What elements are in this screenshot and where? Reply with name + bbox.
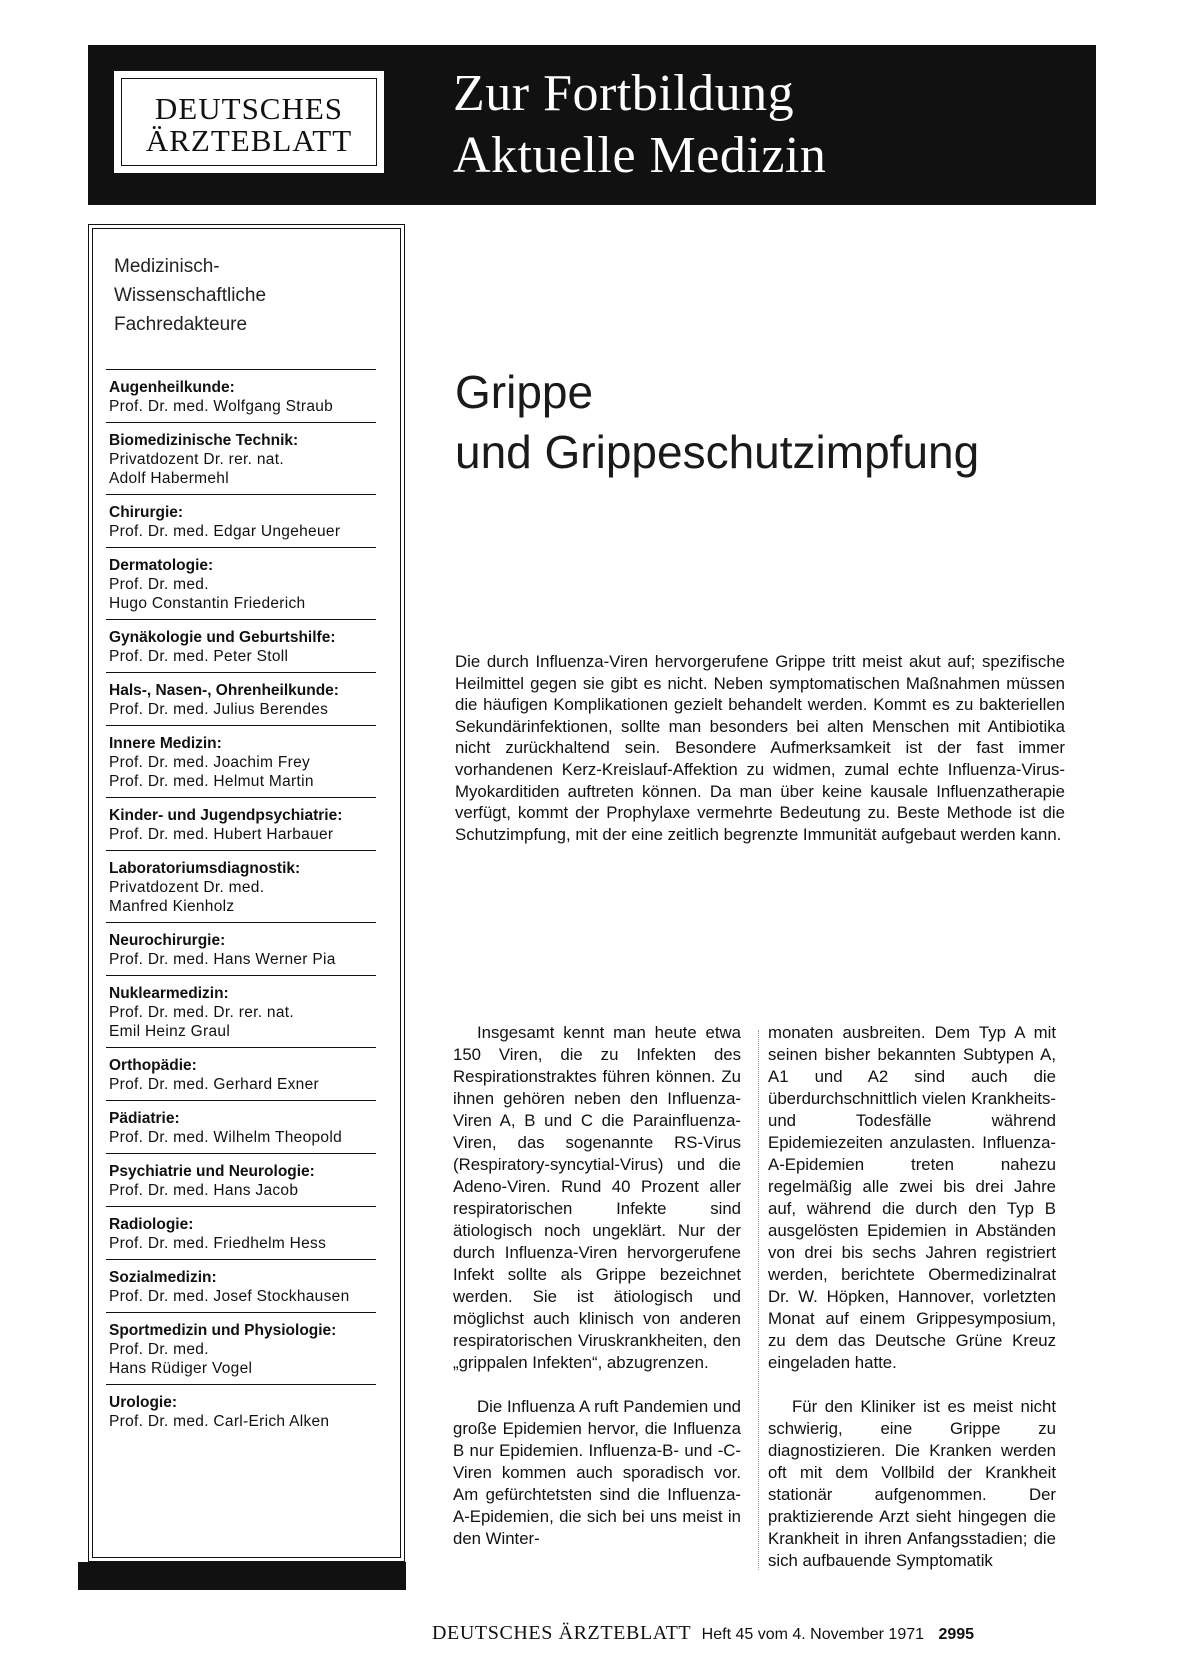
editor-name: Privatdozent Dr. med. bbox=[109, 879, 265, 896]
logo-line-2: ÄRZTEBLATT bbox=[145, 123, 353, 158]
editor-field: Biomedizinische Technik: bbox=[109, 432, 299, 449]
editor-field: Sozialmedizin: bbox=[109, 1269, 217, 1286]
journal-logo bbox=[114, 71, 384, 173]
column-divider bbox=[758, 1030, 759, 1570]
editor-entry bbox=[106, 725, 376, 797]
editor-field: Neurochirurgie: bbox=[109, 932, 226, 949]
editor-entry bbox=[106, 672, 376, 725]
editor-name: Prof. Dr. med. Wilhelm Theopold bbox=[109, 1129, 342, 1146]
editor-entry bbox=[106, 922, 376, 975]
footer-issue: Heft 45 vom 4. November 1971 bbox=[701, 1626, 925, 1643]
editor-field: Radiologie: bbox=[109, 1216, 194, 1233]
sidebar-heading-line: Wissenschaftliche bbox=[114, 285, 267, 306]
editor-field: Chirurgie: bbox=[109, 504, 184, 521]
footer-brand: DEUTSCHES ÄRZTEBLATT bbox=[432, 1622, 692, 1644]
article-column-2 bbox=[768, 1022, 1056, 1572]
editor-name: Adolf Habermehl bbox=[109, 470, 229, 487]
paragraph: monaten ausbreiten. Dem Typ A mit seinen bisher bekannten Subtypen A, A1 und A2 sind auch die überdurchschnittlich vielen Krankheits- und Todesfälle während Epidemiezeiten anzulasten. Influenza-A-Epidemien treten nahezu regelmäßig alle zwei bis drei Jahre auf, während die durch den Typ B ausgelösten Epidemien in Abständen von drei bis sechs Jahren registriert werden, berichtete Obermedizinalrat Dr. W. Höpken, Hannover, vorletzten Monat auf einem Grippesymposium, zu dem das Deutsche Grüne Kreuz eingeladen hatte. bbox=[768, 1023, 1056, 1372]
page-number: 2995 bbox=[938, 1626, 975, 1643]
editor-entry bbox=[106, 1206, 376, 1259]
editor-entry bbox=[106, 1384, 376, 1437]
editor-entry bbox=[106, 1153, 376, 1206]
editor-name: Prof. Dr. med. Peter Stoll bbox=[109, 648, 289, 665]
editor-name: Prof. Dr. med. bbox=[109, 1341, 209, 1358]
editor-name: Prof. Dr. med. Josef Stockhausen bbox=[109, 1288, 350, 1305]
header-banner bbox=[88, 45, 1096, 205]
section-title bbox=[453, 63, 826, 187]
paragraph: Die Influenza A ruft Pandemien und große Epidemien hervor, die Influenza B nur Epidemien. Influenza-B- und -C-Viren kommen auch sporadisch vor. Am gefürchtetsten sind die Influenza-A-Epidemien, die sich bei uns meist in den Winter- bbox=[453, 1397, 741, 1548]
editor-name: Hans Rüdiger Vogel bbox=[109, 1360, 253, 1377]
editor-name: Prof. Dr. med. Hans Werner Pia bbox=[109, 951, 336, 968]
editor-field: Dermatologie: bbox=[109, 557, 214, 574]
section-title-line-1: Zur Fortbildung bbox=[453, 65, 795, 122]
editor-entry bbox=[106, 797, 376, 850]
editor-field: Hals-, Nasen-, Ohrenheilkunde: bbox=[109, 682, 339, 699]
editor-entry bbox=[106, 1047, 376, 1100]
editor-name: Emil Heinz Graul bbox=[109, 1023, 231, 1040]
editor-name: Prof. Dr. med. Julius Berendes bbox=[109, 701, 329, 718]
editors-sidebar bbox=[78, 224, 408, 1590]
editor-field: Innere Medizin: bbox=[109, 735, 222, 752]
page-footer bbox=[432, 1622, 974, 1645]
editor-entry bbox=[106, 975, 376, 1047]
editor-name: Prof. Dr. med. Gerhard Exner bbox=[109, 1076, 319, 1093]
editors-list bbox=[106, 369, 376, 1437]
section-title-line-2: Aktuelle Medizin bbox=[453, 127, 827, 184]
editor-field: Psychiatrie und Neurologie: bbox=[109, 1163, 315, 1180]
sidebar-bottom-bar bbox=[78, 1562, 406, 1590]
editor-field: Pädiatrie: bbox=[109, 1110, 180, 1127]
editor-entry bbox=[106, 850, 376, 922]
article-title bbox=[455, 362, 979, 482]
logo-frame bbox=[121, 78, 377, 166]
editor-field: Orthopädie: bbox=[109, 1057, 197, 1074]
editor-name: Hugo Constantin Friederich bbox=[109, 595, 306, 612]
sidebar-heading bbox=[114, 252, 266, 339]
editor-field: Sportmedizin und Physiologie: bbox=[109, 1322, 337, 1339]
editor-name: Prof. Dr. med. Carl-Erich Alken bbox=[109, 1413, 330, 1430]
article-title-line-1: Grippe bbox=[455, 366, 594, 418]
editor-field: Gynäkologie und Geburtshilfe: bbox=[109, 629, 336, 646]
editor-entry bbox=[106, 1100, 376, 1153]
editor-name: Prof. Dr. med. Edgar Ungeheuer bbox=[109, 523, 341, 540]
editor-entry bbox=[106, 1312, 376, 1384]
article-abstract: Die durch Influenza-Viren hervorgerufene Grippe tritt meist akut auf; spezifische Heilmittel gegen sie gibt es nicht. Neben symptomatischen Maßnahmen müssen die häufigen Komplikationen gezielt behandelt werden. Kommt es zu bakteriellen Sekundärinfektionen, sollte man besonders bei alten Menschen mit Antibiotika nicht zurückhaltend sein. Besondere Aufmerksamkeit ist der fast immer vorhandenen Kerz-Kreislauf-Affektion zu widmen, zumal echte Influenza-Virus-Myokarditiden auftreten können. Da man über keine kausale Influenzatherapie verfügt, kommt der Prophylaxe vermehrte Bedeutung zu. Beste Methode ist die Schutzimpfung, mit der eine zeitlich begrenzte Immunität aufgebaut werden kann. bbox=[455, 652, 1065, 844]
editor-name: Prof. Dr. med. bbox=[109, 576, 209, 593]
editor-entry bbox=[106, 619, 376, 672]
editor-field: Kinder- und Jugendpsychiatrie: bbox=[109, 807, 343, 824]
editor-name: Prof. Dr. med. Wolfgang Straub bbox=[109, 398, 334, 415]
editor-entry bbox=[106, 422, 376, 494]
editor-name: Privatdozent Dr. rer. nat. bbox=[109, 451, 284, 468]
editor-field: Laboratoriumsdiagnostik: bbox=[109, 860, 301, 877]
editor-entry bbox=[106, 1259, 376, 1312]
editor-name: Prof. Dr. med. Hubert Harbauer bbox=[109, 826, 334, 843]
editor-name: Prof. Dr. med. Hans Jacob bbox=[109, 1182, 299, 1199]
paragraph: Insgesamt kennt man heute etwa 150 Viren, die zu Infekten des Respirationstraktes führen können. Zu ihnen gehören neben den Influenza-Viren A, B und C die Parainfluenza-Viren, das sogenannte RS-Virus (Respiratory-syncytial-Virus) und die Adeno-Viren. Rund 40 Prozent aller respiratorischen Infekte sind ätiologisch noch ungeklärt. Nur der durch Influenza-Viren hervorgerufene Infekt sollte als Grippe bezeichnet werden. Sie ist ätiologisch und möglichst auch klinisch von anderen respiratorischen Viruskrankheiten, den „grippalen Infekten“, abzugrenzen. bbox=[453, 1023, 741, 1372]
sidebar-heading-line: Fachredakteure bbox=[114, 314, 248, 335]
editor-name: Prof. Dr. med. Helmut Martin bbox=[109, 773, 314, 790]
editor-name: Prof. Dr. med. Friedhelm Hess bbox=[109, 1235, 327, 1252]
editor-field: Nuklearmedizin: bbox=[109, 985, 229, 1002]
editor-entry bbox=[106, 369, 376, 422]
editor-field: Urologie: bbox=[109, 1394, 178, 1411]
editor-name: Prof. Dr. med. Joachim Frey bbox=[109, 754, 311, 771]
sidebar-heading-line: Medizinisch- bbox=[114, 256, 220, 277]
editor-entry bbox=[106, 494, 376, 547]
paragraph: Für den Kliniker ist es meist nicht schwierig, eine Grippe zu diagnostizieren. Die Kranken werden oft mit dem Vollbild der Krankheit stationär aufgenommen. Der praktizierende Arzt sieht hingegen die Krankheit in ihren Anfangsstadien; die sich aufbauende Symptomatik bbox=[768, 1397, 1056, 1570]
article-column-1 bbox=[453, 1022, 741, 1550]
logo-line-1: DEUTSCHES bbox=[154, 91, 344, 126]
editor-entry bbox=[106, 547, 376, 619]
article-title-line-2: und Grippeschutzimpfung bbox=[455, 426, 980, 478]
editor-name: Prof. Dr. med. Dr. rer. nat. bbox=[109, 1004, 294, 1021]
editor-name: Manfred Kienholz bbox=[109, 898, 235, 915]
editor-field: Augenheilkunde: bbox=[109, 379, 235, 396]
